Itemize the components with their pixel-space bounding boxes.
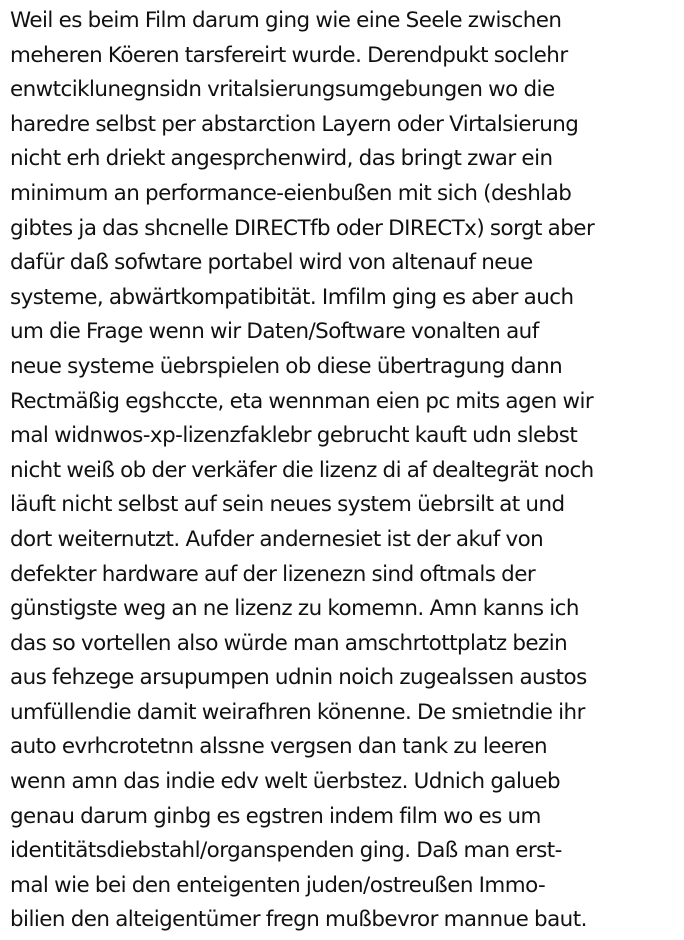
text-line: günstigste weg an ne lizenz zu komemn. Amn kanns ich [10,596,579,622]
text-line: dort weiternutzt. Aufder andernesiet ist der akuf von [10,526,544,552]
text-line: aus fehzege arsupumpen udnin noich zugealssen austos [10,665,587,691]
text-line: gibtes ja das shcnelle DIRECTfb oder DIRECTx) sorgt aber [10,215,595,241]
text-line: dafür daß sofwtare portabel wird von altenauf neue [10,250,533,276]
text-line: Rectmäßig egshccte, eta wennman eien pc mits agen wir [10,388,594,414]
text-line: defekter hardware auf der lizenezn sind oftmals der [10,561,536,587]
text-line: um die Frage wenn wir Daten/Software vonalten auf [10,319,539,345]
text-line: identitätsdiebstahl/organspenden ging. Daß man erst- [10,838,562,864]
text-line: umfüllendie damit weirafhren könenne. De smietndie ihr [10,699,585,725]
text-line: enwtciklunegnsidn vritalsierungsumgebungen wo die [10,77,555,103]
text-line: systeme, abwärtkompatibität. Imfilm ging es aber auch [10,284,574,310]
text-line: genau darum ginbg es egstren indem film wo es um [10,803,541,829]
text-line: nicht erh driekt angesprchenwird, das bringt zwar ein [10,146,553,172]
text-line: meheren Köeren tarsfereirt wurde. Derendpukt soclehr [10,42,568,68]
text-line: nicht weiß ob der verkäfer die lizenz di af dealtegrät noch [10,457,594,483]
text-line: Weil es beim Film darum ging wie eine Seele zwischen [10,8,562,33]
text-line: bilien den alteigentümer fregn mußbevror mannue baut. [10,907,587,933]
text-line: das so vortellen also würde man amschrtottplatz bezin [10,630,568,656]
text-line: neue systeme üebrspielen ob diese übertragung dann [10,353,563,379]
text-line: auto evrhcrotetnn alssne vergsen dan tank zu leeren [10,734,548,760]
text-line: haredre selbst per abstarction Layern oder Virtalsierung [10,111,579,137]
text-line: wenn amn das indie edv welt üerbstez. Udnich galueb [10,769,561,795]
text-line: läuft nicht selbst auf sein neues system üebrsilt at und [10,492,565,518]
text-line: mal widnwos-xp-lizenzfaklebr gebrucht kauft udn slebst [10,423,578,449]
text-line: minimum an performance-eienbußen mit sich (deshlab [10,180,572,206]
body-text [10,4,680,938]
text-line: mal wie bei den enteigenten juden/ostreußen Immo- [10,872,546,898]
